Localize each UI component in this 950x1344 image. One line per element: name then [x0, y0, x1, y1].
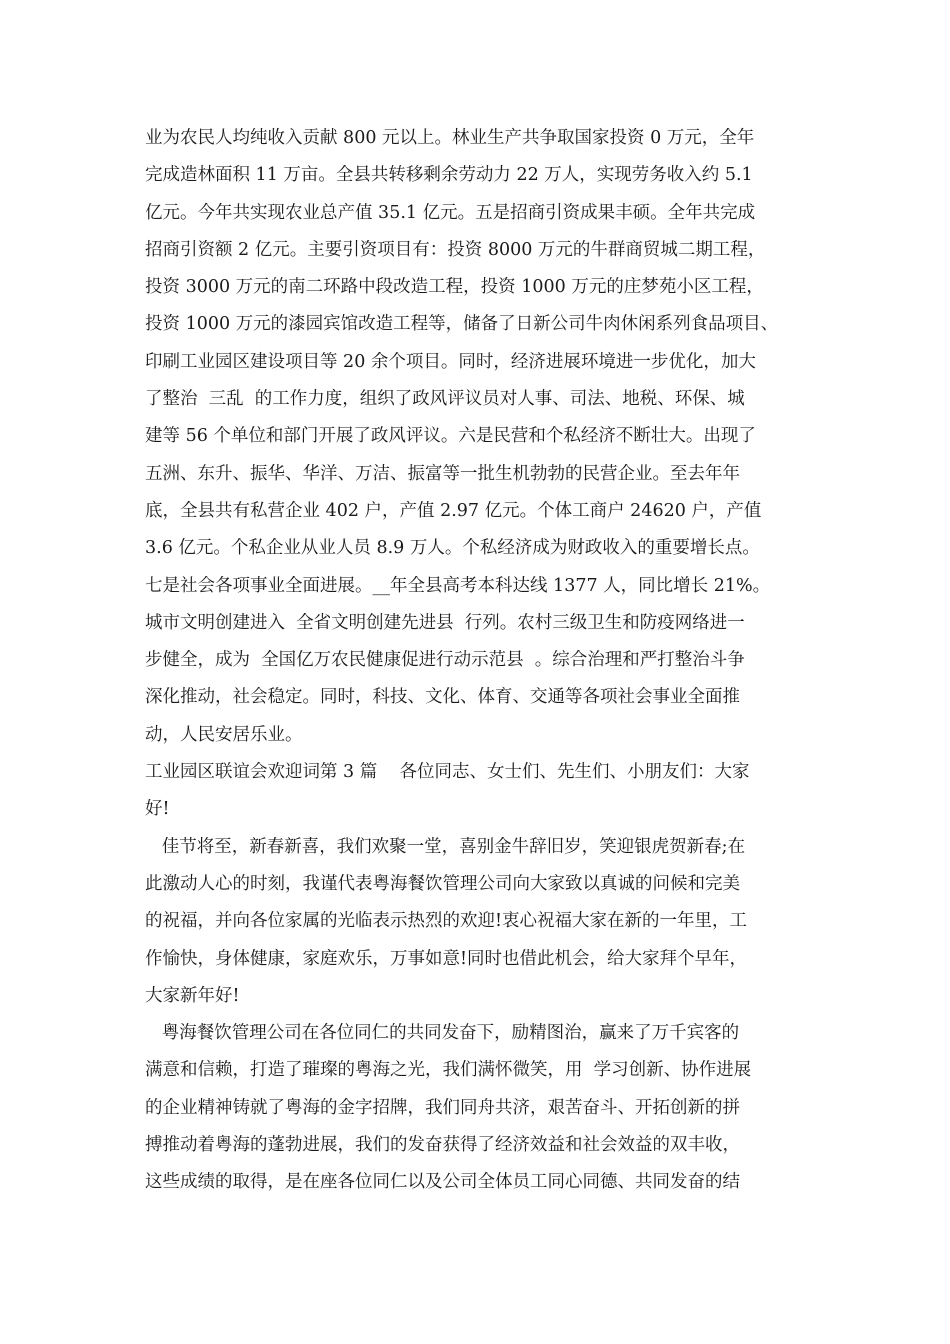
text-line: 深化推动，社会稳定。同时，科技、文化、体育、交通等各项社会事业全面推 [145, 687, 740, 708]
body-text [145, 120, 815, 1202]
text-line: 作愉快，身体健康，家庭欢乐，万事如意!同时也借此机会，给大家拜个早年， [145, 948, 748, 969]
text-line: 亿元。今年共实现农业总产值 35.1 亿元。五是招商引资成果丰硕。全年共完成 [145, 202, 756, 223]
text-line: 这些成绩的取得，是在座各位同仁以及公司全体员工同心同德、共同发奋的结 [145, 1172, 740, 1193]
text-line: 3.6 亿元。个私企业从业人员 8.9 万人。个私经济成为财政收入的重要增长点。 [145, 538, 760, 559]
text-line: 建等 56 个单位和部门开展了政风评议。六是民营和个私经济不断壮大。出现了 [145, 426, 756, 447]
text-line: 业为农民人均纯收入贡献 800 元以上。林业生产共争取国家投资 0 万元，全年 [145, 128, 755, 148]
text-line: 城市文明创建进入 全省文明创建先进县 行列。农村三级卫生和防疫网络进一 [145, 612, 745, 633]
text-line: 大家新年好! [145, 985, 240, 1006]
text-line: 此激动人心的时刻，我谨代表粤海餐饮管理公司向大家致以真诚的问候和完美 [145, 873, 740, 894]
text-line: 搏推动着粤海的蓬勃进展，我们的发奋获得了经济效益和社会效益的双丰收， [145, 1135, 740, 1156]
text-line: 投资 3000 万元的南二环路中段改造工程，投资 1000 万元的庄梦苑小区工程， [145, 277, 764, 298]
text-line: 粤海餐饮管理公司在各位同仁的共同发奋下，励精图治，赢来了万千宾客的 [145, 1023, 740, 1044]
text-line: 满意和信赖，打造了璀璨的粤海之光，我们满怀微笑，用 学习创新、协作进展 [145, 1060, 752, 1081]
text-line: 的企业精神铸就了粤海的金字招牌，我们同舟共济，艰苦奋斗、开拓创新的拼 [145, 1097, 740, 1118]
text-line: 底，全县共有私营企业 402 户，产值 2.97 亿元。个体工商户 24620 户，产值 [145, 500, 762, 521]
text-line: 投资 1000 万元的漆园宾馆改造工程等，储备了日新公司牛肉休闲系列食品项目、 [145, 314, 779, 335]
text-line: 了整治 三乱 的工作力度，组织了政风评议员对人事、司法、地税、环保、城 [145, 389, 745, 410]
text-line: 好! [145, 799, 170, 820]
text-line: 步健全，成为 全国亿万农民健康促进行动示范县 。综合治理和严打整治斗争 [145, 650, 745, 671]
text-line: 佳节将至，新春新喜，我们欢聚一堂，喜别金牛辞旧岁，笑迎银虎贺新春;在 [145, 836, 746, 857]
text-line: 动，人民安居乐业。 [145, 724, 303, 745]
text-line: 招商引资额 2 亿元。主要引资项目有：投资 8000 万元的牛群商贸城二期工程， [145, 239, 766, 260]
text-line: 完成造林面积 11 万亩。全县共转移剩余劳动力 22 万人，实现劳务收入约 5.1 [145, 165, 753, 186]
text-line: 七是社会各项事业全面进展。__年全县高考本科达线 1377 人，同比增长 21%。 [145, 575, 771, 596]
text-line: 的祝福，并向各位家属的光临表示热烈的欢迎!衷心祝福大家在新的一年里，工 [145, 911, 748, 932]
text-line: 印刷工业园区建设项目等 20 余个项目。同时，经济进展环境进一步优化，加大 [145, 351, 756, 372]
section-heading-line: 工业园区联谊会欢迎词第 3 篇 各位同志、女士们、先生们、小朋友们：大家 [145, 762, 750, 783]
text-line: 五洲、东升、振华、华洋、万洁、振富等一批生机勃勃的民营企业。至去年年 [145, 463, 740, 484]
